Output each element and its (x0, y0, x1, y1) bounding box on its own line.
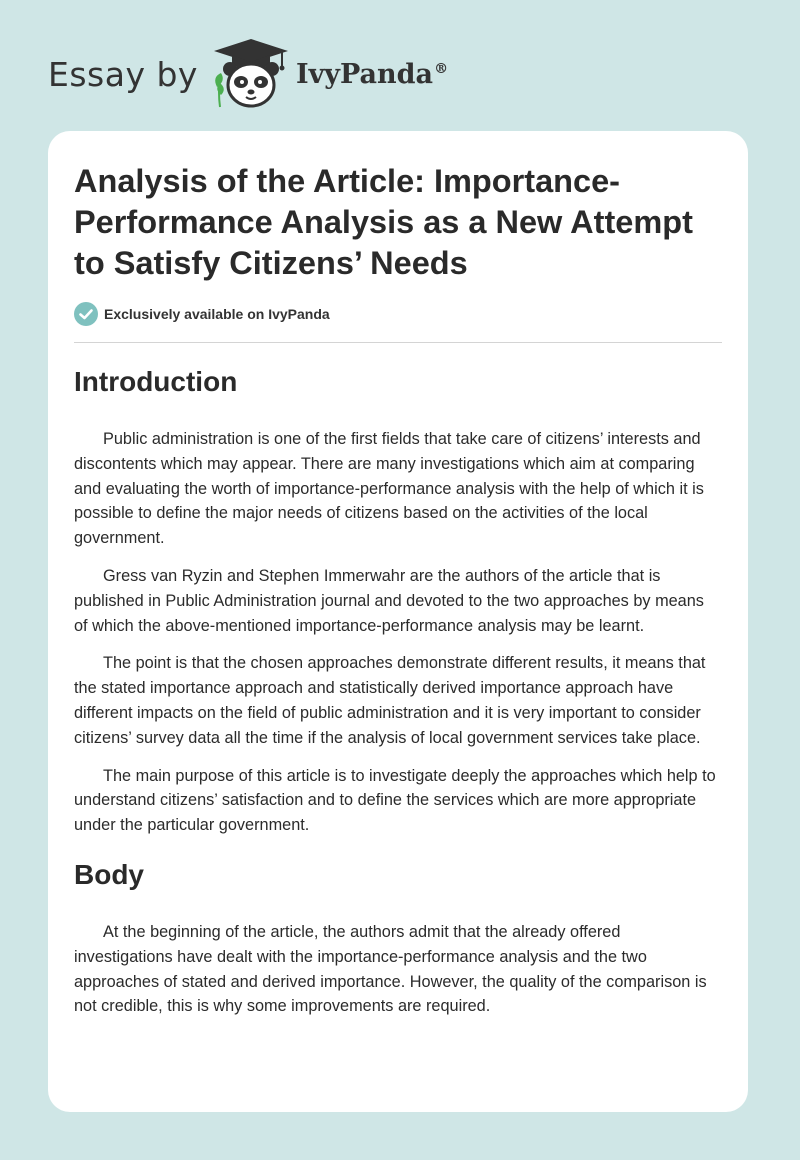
panda-logo-icon (212, 37, 290, 111)
paragraph: Gress van Ryzin and Stephen Immerwahr are the authors of the article that is published in Public Administration journal and devoted to the two approaches by means of which the above-mentioned importance-performance analysis may be learnt. (74, 566, 704, 635)
paragraph: Public administration is one of the first fields that take care of citizens’ interests and discontents which may appear. There are many investigations which aim at comparing and evaluating the worth of importance-performance analysis with the help of which it is possible to define the major needs of citizens based on the activities of the local government. (74, 430, 704, 548)
paragraph: The main purpose of this article is to investigate deeply the approaches which help to understand citizens’ satisfaction and to define the services which are more appropriate under the particular government. (74, 766, 716, 835)
essay-card (48, 131, 748, 1112)
brand-prefix: Essay by (48, 54, 198, 94)
section-heading: Introduction (74, 366, 238, 397)
check-circle-icon (74, 302, 98, 326)
section-heading: Body (74, 858, 144, 890)
paragraph: The point is that the chosen approaches demonstrate different results, it means that the stated importance approach and statistically derived importance approach have different impacts on the field of public administration and it is very important to consider citizens’ survey data all the time if the analysis of local government services take place. (74, 654, 706, 747)
article-title: Analysis of the Article: Importance-Performance Analysis as a New Attempt to Satisfy Citizens’ Needs (74, 163, 693, 281)
exclusive-badge (74, 302, 722, 326)
brand-name: IvyPanda® (295, 58, 449, 90)
brand-header[interactable] (48, 34, 448, 114)
section-body (74, 858, 722, 1019)
divider (74, 342, 722, 343)
paragraph: At the beginning of the article, the authors admit that the already offered investigations have dealt with the importance-performance analysis and the two approaches of stated and derived importance. However, the quality of the comparison is not credible, this is why some improvements are required. (74, 922, 707, 1016)
registered-mark: ® (434, 60, 449, 77)
badge-label: Exclusively available on IvyPanda (104, 306, 330, 322)
section-introduction (74, 365, 722, 838)
